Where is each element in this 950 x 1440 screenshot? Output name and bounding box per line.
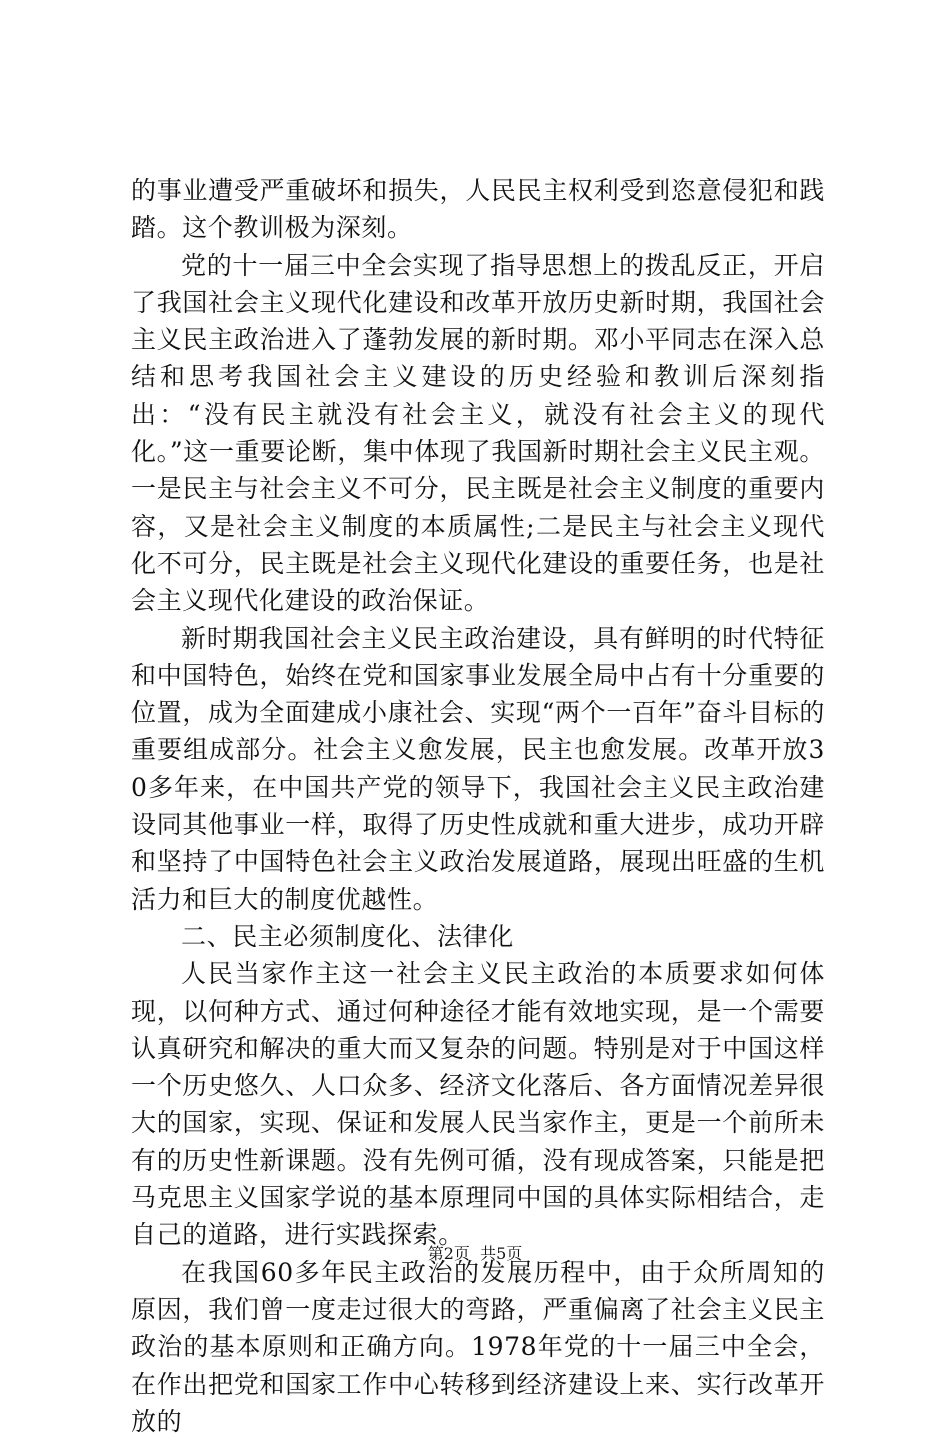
page-number: 第2页 共5页 <box>427 1244 523 1263</box>
paragraph-new-era-democracy: 新时期我国社会主义民主政治建设，具有鲜明的时代特征和中国特色，始终在党和国家事业发展全局中占有十分重要的位置，成为全面建成小康社会、实现“两个一百年”奋斗目标的重要组成部分。社会主义愈发展，民主也愈发展。改革开放30多年来，在中国共产党的领导下，我国社会主义民主政治建设同其他事业一样，取得了历史性成就和重大进步，成功开辟和坚持了中国特色社会主义政治发展道路，展现出旺盛的生机活力和巨大的制度优越性。 <box>131 623 825 914</box>
section-heading: 二、民主必须制度化、法律化 <box>181 921 514 951</box>
page-footer <box>0 1244 950 1264</box>
paragraph-people-as-masters: 人民当家作主这一社会主义民主政治的本质要求如何体现，以何种方式、通过何种途径才能有效地实现，是一个需要认真研究和解决的重大而又复杂的问题。特别是对于中国这样一个历史悠久、人口众多、经济文化落后、各方面情况差异很大的国家，实现、保证和发展人民当家作主，更是一个前所未有的历史性新课题。没有先例可循，没有现成答案，只能是把马克思主义国家学说的基本原理同中国的具体实际相结合，走自己的道路，进行实践探索。 <box>131 959 825 1250</box>
paragraph-continuation: 的事业遭受严重破坏和损失，人民民主权利受到恣意侵犯和践踏。这个教训极为深刻。 <box>131 176 825 243</box>
paragraph-sixty-years: 在我国60多年民主政治的发展历程中，由于众所周知的原因，我们曾一度走过很大的弯路，严重偏离了社会主义民主政治的基本原则和正确方向。1978年党的十一届三中全会，在作出把党和国家工作中心转移到经济建设上来、实行改革开放的 <box>131 1257 825 1436</box>
paragraph-third-plenum: 党的十一届三中全会实现了指导思想上的拨乱反正，开启了我国社会主义现代化建设和改革开放历史新时期，我国社会主义民主政治进入了蓬勃发展的新时期。邓小平同志在深入总结和思考我国社会主义建设的历史经验和教训后深刻指出：“没有民主就没有社会主义，就没有社会主义的现代化。”这一重要论断，集中体现了我国新时期社会主义民主观。一是民主与社会主义不可分，民主既是社会主义制度的重要内容，又是社会主义制度的本质属性;二是民主与社会主义现代化不可分，民主既是社会主义现代化建设的重要任务，也是社会主义现代化建设的政治保证。 <box>131 250 825 616</box>
